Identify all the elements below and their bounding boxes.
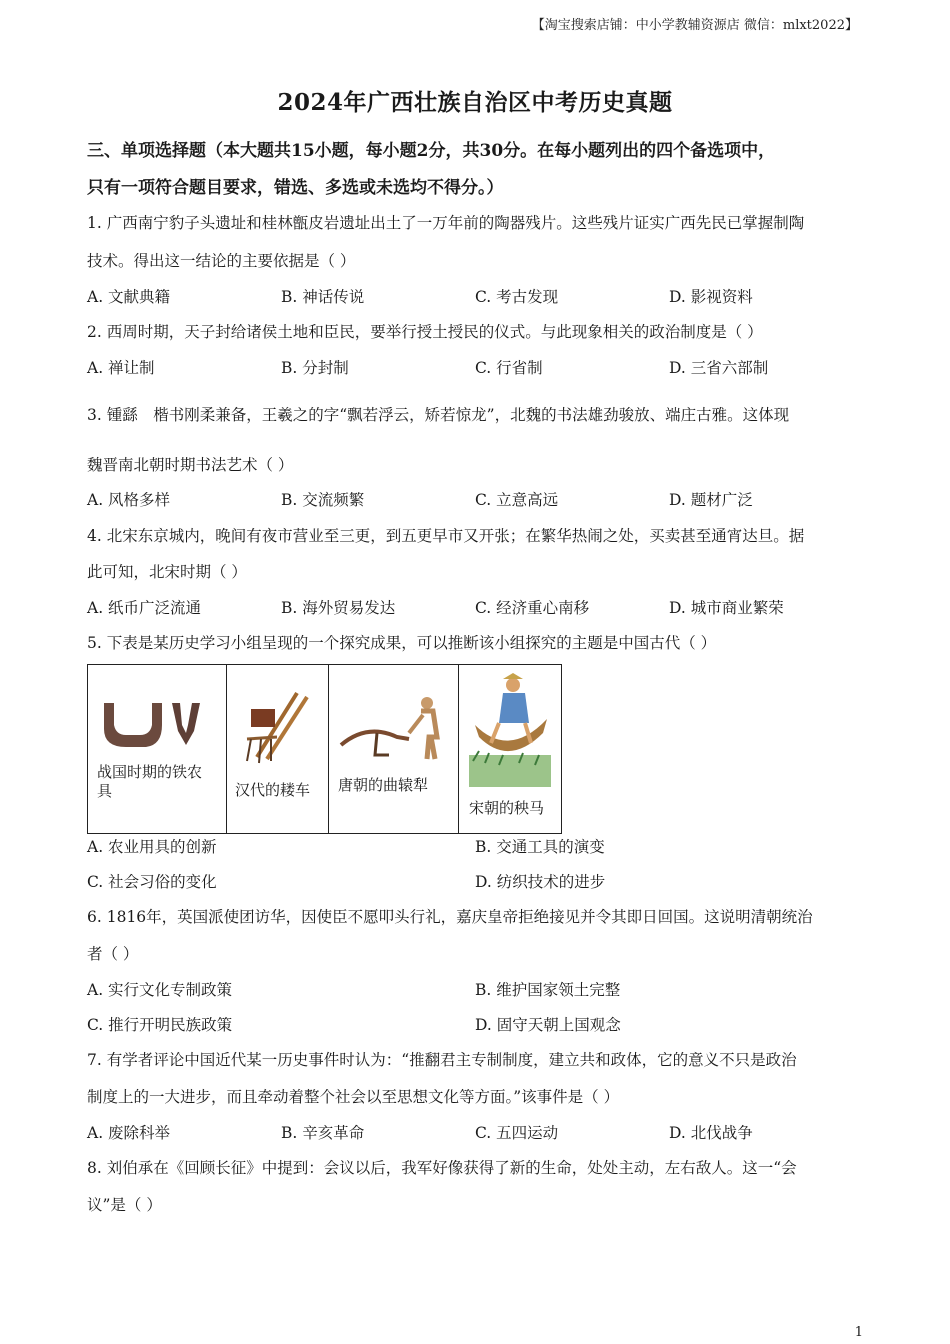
q2-option-a: A. 禅让制 bbox=[87, 359, 155, 377]
iron-farm-tools-icon bbox=[100, 695, 210, 755]
q4-option-b: B. 海外贸易发达 bbox=[281, 599, 396, 617]
q6-stem-line1: 6. 1816年，英国派使团访华，因使臣不愿叩头行礼，嘉庆皇帝拒绝接见并令其即日回国。这说明清朝统治 bbox=[87, 908, 813, 926]
curved-plow-icon bbox=[337, 693, 447, 763]
q8-stem-line2: 议”是（ ） bbox=[87, 1196, 162, 1214]
q4-option-c: C. 经济重心南移 bbox=[475, 599, 590, 617]
q2-option-b: B. 分封制 bbox=[281, 359, 349, 377]
q5-option-c: C. 社会习俗的变化 bbox=[87, 873, 217, 891]
q1-stem-line2: 技术。得出这一结论的主要依据是（ ） bbox=[87, 252, 356, 270]
q3-option-d: D. 题材广泛 bbox=[669, 491, 753, 509]
q3-option-a: A. 风格多样 bbox=[87, 491, 171, 509]
q1-option-c: C. 考古发现 bbox=[475, 288, 559, 306]
q5-option-a: A. 农业用具的创新 bbox=[87, 838, 217, 856]
q1-option-b: B. 神话传说 bbox=[281, 288, 365, 306]
seedling-horse-icon bbox=[469, 671, 551, 787]
q5-caption-3: 唐朝的曲辕犁 bbox=[338, 776, 429, 794]
q7-option-d: D. 北伐战争 bbox=[669, 1124, 753, 1142]
q7-option-c: C. 五四运动 bbox=[475, 1124, 559, 1142]
q2-option-d: D. 三省六部制 bbox=[669, 359, 769, 377]
q7-option-b: B. 辛亥革命 bbox=[281, 1124, 365, 1142]
q4-option-d: D. 城市商业繁荣 bbox=[669, 599, 784, 617]
q5-caption-1: 战国时期的铁农 具 bbox=[97, 763, 203, 800]
q5-cell-iron-tools bbox=[88, 665, 227, 833]
q4-stem-line2: 此可知，北宋时期（ ） bbox=[87, 563, 247, 581]
q5-cell-seed-drill bbox=[227, 665, 329, 833]
q4-stem-line1: 4. 北宋东京城内，晚间有夜市营业至三更，到五更早市又开张；在繁华热闹之处，买卖甚至通宵达旦。据 bbox=[87, 527, 805, 545]
q6-option-b: B. 维护国家领土完整 bbox=[475, 981, 621, 999]
q5-caption-4: 宋朝的秧马 bbox=[469, 799, 545, 817]
q1-option-d: D. 影视资料 bbox=[669, 288, 753, 306]
q1-option-a: A. 文献典籍 bbox=[87, 288, 171, 306]
q8-stem-line1: 8. 刘伯承在《回顾长征》中提到：会议以后，我军好像获得了新的生命，处处主动，左右敌人。这一“会 bbox=[87, 1159, 797, 1177]
q2-stem-line1: 2. 西周时期，天子封给诸侯土地和臣民，要举行授土授民的仪式。与此现象相关的政治制度是（ ） bbox=[87, 323, 763, 341]
seed-drill-icon bbox=[237, 687, 317, 767]
page-title: 2024年广西壮族自治区中考历史真题 bbox=[277, 89, 673, 116]
page-number: 1 bbox=[854, 1325, 863, 1340]
header-note: 【淘宝搜索店铺：中小学教辅资源店 微信：mlxt2022】 bbox=[531, 18, 858, 33]
q3-option-c: C. 立意高远 bbox=[475, 491, 559, 509]
q7-option-a: A. 废除科举 bbox=[87, 1124, 171, 1142]
q7-stem-line1: 7. 有学者评论中国近代某一历史事件时认为：“推翻君主专制制度，建立共和政体，它的意义不只是政治 bbox=[87, 1051, 797, 1069]
q6-option-a: A. 实行文化专制政策 bbox=[87, 981, 233, 999]
q7-stem-line2: 制度上的一大进步，而且牵动着整个社会以至思想文化等方面。”该事件是（ ） bbox=[87, 1088, 620, 1106]
q6-stem-line2: 者（ ） bbox=[87, 945, 139, 963]
section-heading-line2: 只有一项符合题目要求，错选、多选或未选均不得分。） bbox=[87, 178, 504, 198]
q5-image-table bbox=[87, 664, 562, 834]
q5-stem-line1: 5. 下表是某历史学习小组呈现的一个探究成果，可以推断该小组探究的主题是中国古代（ ） bbox=[87, 634, 717, 652]
q3-stem-line1: 3. 锺繇 楷书刚柔兼备，王羲之的字“飘若浮云，矫若惊龙”，北魏的书法雄劲骏放、端庄古雅。这体现 bbox=[87, 406, 790, 424]
q5-cell-curved-plow bbox=[329, 665, 459, 833]
q5-cell-seedling-horse bbox=[459, 665, 561, 833]
q3-option-b: B. 交流频繁 bbox=[281, 491, 365, 509]
q2-option-c: C. 行省制 bbox=[475, 359, 543, 377]
q4-option-a: A. 纸币广泛流通 bbox=[87, 599, 202, 617]
q6-option-c: C. 推行开明民族政策 bbox=[87, 1016, 233, 1034]
q3-stem-line2: 魏晋南北朝时期书法艺术（ ） bbox=[87, 456, 294, 474]
section-heading bbox=[87, 133, 867, 207]
q5-option-b: B. 交通工具的演变 bbox=[475, 838, 605, 856]
q6-option-d: D. 固守天朝上国观念 bbox=[475, 1016, 621, 1034]
section-heading-line1: 三、单项选择题（本大题共15小题，每小题2分，共30分。在每小题列出的四个备选项中， bbox=[87, 141, 776, 161]
q5-caption-2: 汉代的耧车 bbox=[235, 781, 311, 799]
q1-stem-line1: 1. 广西南宁豹子头遗址和桂林甑皮岩遗址出土了一万年前的陶器残片。这些残片证实广西先民已掌握制陶 bbox=[87, 214, 805, 232]
q5-option-d: D. 纺织技术的进步 bbox=[475, 873, 606, 891]
